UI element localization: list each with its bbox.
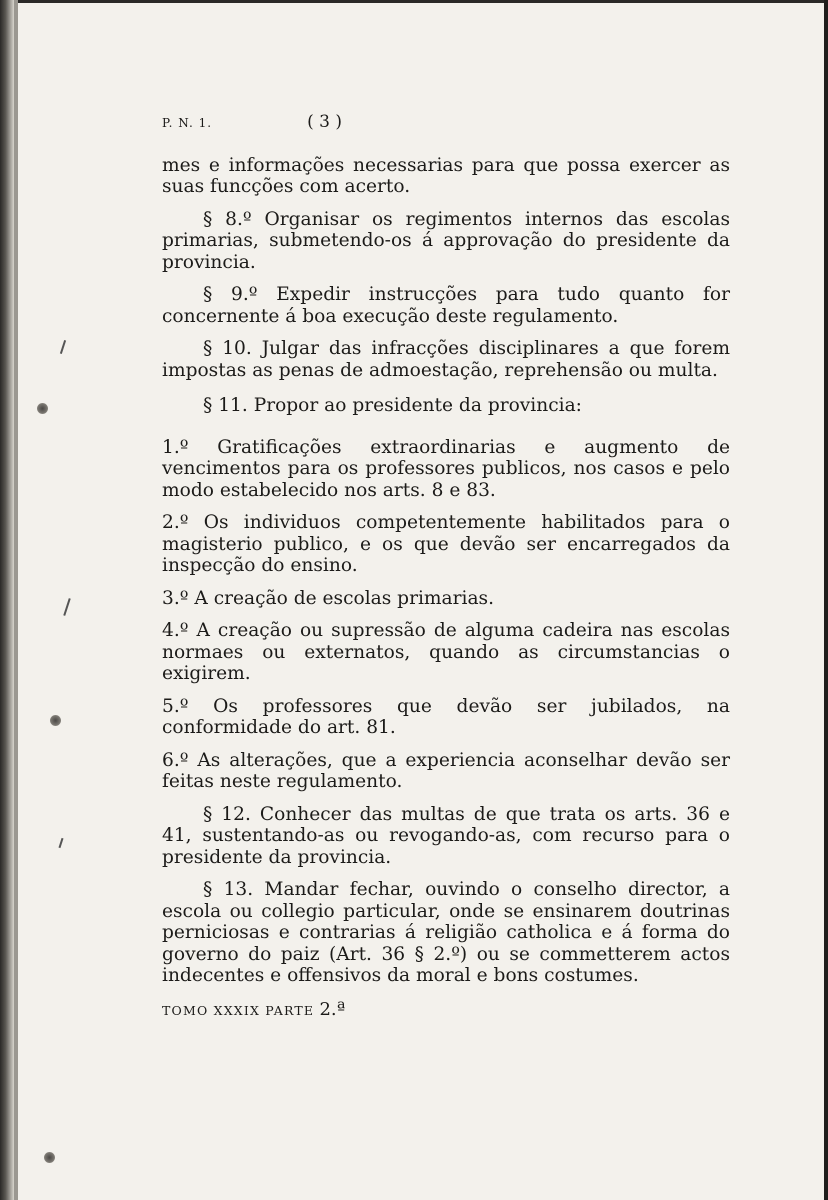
binding-hole (50, 715, 61, 726)
pencil-mark (60, 340, 66, 354)
document-page (162, 112, 730, 1021)
section-12: § 12. Conhecer das multas de que trata os arts. 36 e 41, sustentando-as ou revogando-as, com recurso para o presidente da provincia. (162, 803, 730, 868)
list-item-2: 2.º Os individuos competentemente habilitados para o magisterio publico, e os que devão ser encarregados da inspecção do ensino. (162, 512, 730, 576)
page-footer (162, 999, 730, 1022)
section-13: § 13. Mandar fechar, ouvindo o conselho director, a escola ou collegio particular, onde se ensinarem doutrinas perniciosas e contrarias á religião catholica e á forma do governo do paiz (Art. 36 § 2.º) ou se commetterem actos indecentes e offensivos da moral e bons costumes. (162, 879, 730, 986)
section-10: § 10. Julgar das infracções disciplinares a que forem impostas as penas de admoestação, reprehensão ou multa. (162, 338, 730, 381)
binding-edge (14, 0, 18, 1200)
list-item-1: 1.º Gratificações extraordinarias e augmento de vencimentos para os professores publicos, nos casos e pelo modo estabelecido nos arts. 8 e 83. (162, 436, 730, 501)
section-11: § 11. Propor ao presidente da provincia: (203, 395, 582, 416)
pencil-mark (63, 598, 70, 616)
pencil-mark (59, 838, 64, 848)
footer-part: 2.ª (319, 998, 346, 1020)
list-item-3: 3.º A creação de escolas primarias. (162, 587, 495, 609)
footer-volume: TOMO XXXIX PARTE (162, 1002, 315, 1018)
header-collection-mark: P. N. 1. (162, 116, 213, 130)
section-9: § 9.º Expedir instrucções para tudo quanto for concernente á boa execução deste regulamento. (162, 284, 730, 327)
binding-hole (37, 403, 48, 414)
section-8: § 8.º Organisar os regimentos internos das escolas primarias, submetendo-os á approvação do presidente da provincia. (162, 208, 730, 273)
page-top-edge (0, 0, 828, 3)
page-right-edge (824, 0, 828, 1200)
page-header (162, 112, 342, 135)
list-item-5: 5.º Os professores que devão ser jubilados, na conformidade do art. 81. (162, 695, 730, 738)
book-binding (0, 0, 14, 1200)
page-number: ( 3 ) (307, 112, 342, 132)
paragraph-continuation: mes e informações necessarias para que possa exercer as suas funcções com acerto. (162, 154, 730, 197)
list-item-4: 4.º A creação ou supressão de alguma cadeira nas escolas normaes ou externatos, quando as circumstancias o exigirem. (162, 620, 730, 684)
list-item-6: 6.º As alterações, que a experiencia aconselhar devão ser feitas neste regulamento. (162, 749, 730, 792)
binding-hole (44, 1152, 55, 1163)
body-text (162, 155, 730, 987)
